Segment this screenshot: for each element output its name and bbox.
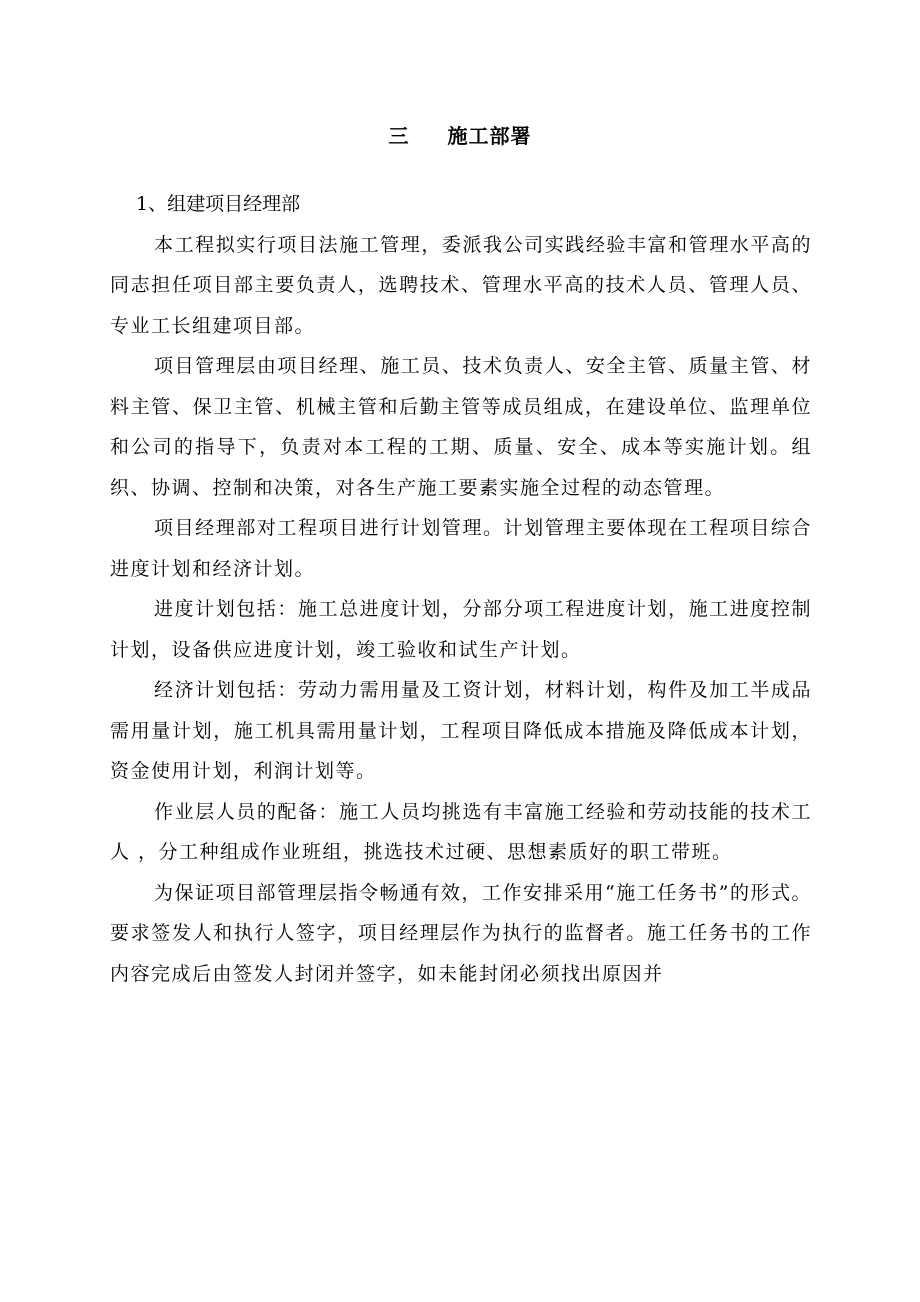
subheading: 1、组建项目经理部 bbox=[136, 193, 301, 215]
paragraph-6: 作业层人员的配备：施工人员均挑选有丰富施工经验和劳动技能的技术工人 ，分工种组成作业班组，挑选技术过硬、思想素质好的职工带班。 bbox=[110, 800, 812, 863]
section-title bbox=[0, 120, 920, 149]
paragraph-2: 项目管理层由项目经理、施工员、技术负责人、安全主管、质量主管、材料主管、保卫主管、机械主管和后勤主管等成员组成，在建设单位、监理单位和公司的指导下，负责对本工程的工期、质量、安全、成本等实施计划。组织、协调、控制和决策，对各生产施工要素实施全过程的动态管理。 bbox=[110, 355, 812, 499]
section-title-text: 施工部署 bbox=[447, 124, 532, 148]
paragraph-5: 经济计划包括：劳动力需用量及工资计划，材料计划，构件及加工半成品需用量计划，施工机具需用量计划，工程项目降低成本措施及降低成本计划，资金使用计划，利润计划等。 bbox=[110, 679, 812, 782]
paragraph-7: 为保证项目部管理层指令畅通有效，工作安排采用“施工任务书”的形式。要求签发人和执行人签字，项目经理层作为执行的监督者。施工任务书的工作内容完成后由签发人封闭并签字，如未能封闭必须找出原因并 bbox=[110, 881, 812, 985]
section-number: 三 bbox=[388, 124, 410, 148]
paragraph-4: 进度计划包括：施工总进度计划，分部分项工程进度计划，施工进度控制计划，设备供应进度计划，竣工验收和试生产计划。 bbox=[110, 598, 812, 661]
document-body bbox=[110, 184, 812, 994]
paragraph-1: 本工程拟实行项目法施工管理，委派我公司实践经验丰富和管理水平高的同志担任项目部主要负责人，选聘技术、管理水平高的技术人员、管理人员、专业工长组建项目部。 bbox=[110, 233, 812, 337]
paragraph-3: 项目经理部对工程项目进行计划管理。计划管理主要体现在工程项目综合进度计划和经济计划。 bbox=[110, 517, 812, 580]
